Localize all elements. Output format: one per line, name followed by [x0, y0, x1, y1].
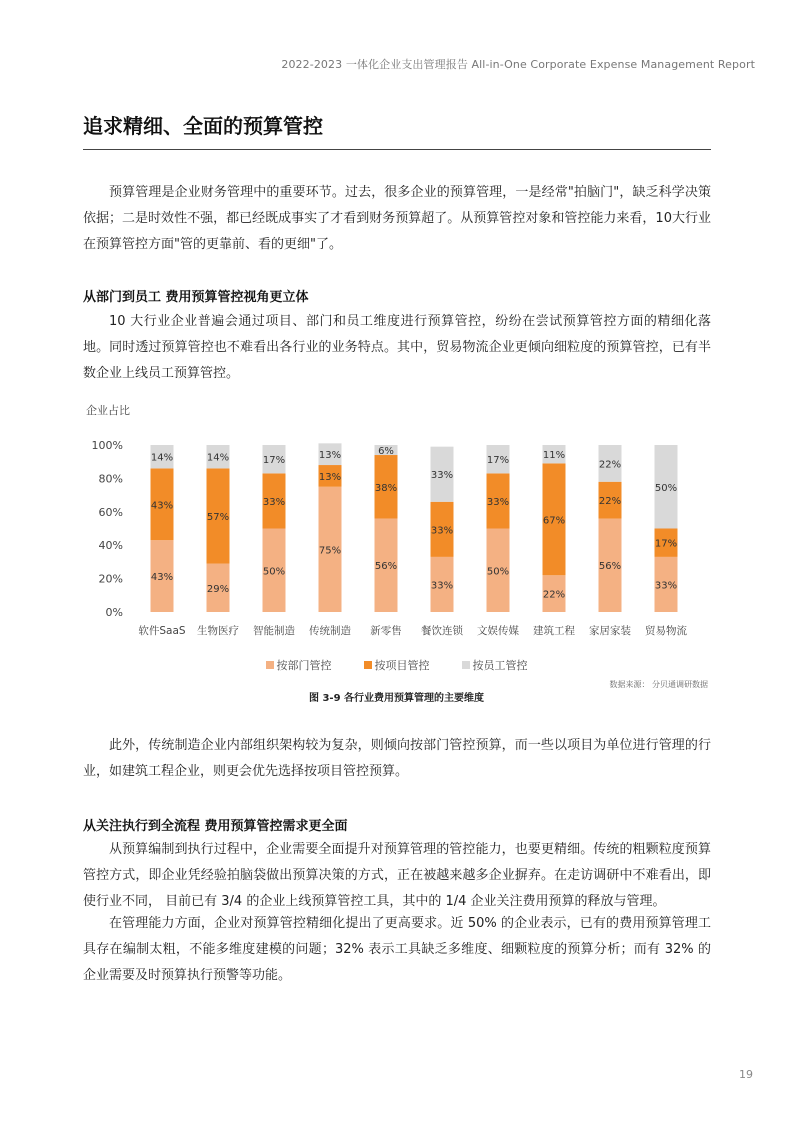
y-tick-label: 80% — [98, 472, 123, 486]
section2-paragraph-1: 从预算编制到执行过程中，企业需要全面提升对预算管理的管控能力，也要更精细。传统的粗颗粒度预算管控方式，即企业凭经验拍脑袋做出预算决策的方式，正在被越来越多企业摒弃。在走访调研中不难看出，即使行业不同， 目前已有 3/4 的企业上线预算管控工具，其中的 1/4 企业关注费用预算的释放与管理。 — [83, 842, 711, 909]
report-header: 2022-2023 一体化企业支出管理报告 All-in-One Corporate Expense Management Report — [281, 58, 755, 71]
y-tick-label: 60% — [98, 505, 123, 519]
chart-legend — [0, 657, 793, 673]
y-tick-label: 20% — [98, 572, 123, 586]
data-label: 13% — [318, 450, 342, 462]
data-label: 14% — [150, 452, 174, 464]
x-tick-label: 贸易物流 — [645, 625, 687, 637]
section1-paragraph-2: 此外，传统制造企业内部组织架构较为复杂，则倾向按部门管控预算，而一些以项目为单位进行管理的行业，如建筑工程企业，则更会优先选择按项目管控预算。 — [83, 738, 711, 779]
legend-swatch-department — [266, 661, 274, 669]
data-label: 43% — [150, 500, 174, 512]
data-label: 33% — [262, 496, 286, 508]
data-label: 6% — [378, 446, 394, 458]
data-label: 17% — [262, 455, 286, 467]
stacked-bar-chart — [83, 432, 711, 644]
data-label: 11% — [542, 450, 566, 462]
data-label: 22% — [598, 496, 622, 508]
x-tick-label: 生物医疗 — [197, 625, 239, 637]
legend-label-project: 按项目管控 — [374, 659, 430, 672]
data-label: 57% — [206, 511, 230, 523]
x-tick-label: 餐饮连锁 — [421, 625, 463, 637]
legend-swatch-project — [364, 661, 372, 669]
x-tick-label: 软件SaaS — [138, 625, 186, 637]
legend-item-project — [364, 657, 430, 673]
y-tick-label: 100% — [91, 439, 123, 452]
x-tick-label: 传统制造 — [309, 625, 351, 637]
page-title: 追求精细、全面的预算管控 — [83, 114, 323, 138]
data-label: 56% — [374, 561, 398, 573]
section1-heading: 从部门到员工 费用预算管控视角更立体 — [83, 290, 309, 305]
intro-paragraph: 预算管理是企业财务管理中的重要环节。过去，很多企业的预算管理，一是经常"拍脑门"，缺乏科学决策依据；二是时效性不强，都已经既成事实了才看到财务预算超了。从预算管控对象和管控能力来看，10大行业在预算管控方面"管的更靠前、看的更细"了。 — [83, 185, 711, 252]
x-tick-label: 文娱传媒 — [477, 625, 519, 637]
legend-label-department: 按部门管控 — [276, 659, 332, 672]
x-tick-label: 建筑工程 — [533, 625, 575, 637]
data-label: 33% — [430, 525, 454, 537]
data-label: 33% — [486, 496, 510, 508]
title-divider — [83, 149, 711, 150]
legend-item-employee — [462, 657, 528, 673]
data-label: 75% — [318, 545, 342, 557]
data-label: 22% — [598, 459, 622, 471]
data-label: 33% — [654, 580, 678, 592]
legend-label-employee: 按员工管控 — [472, 659, 528, 672]
data-label: 56% — [598, 561, 622, 573]
data-label: 38% — [374, 482, 398, 494]
chart-source: 数据来源： 分贝通调研数据 — [609, 680, 708, 689]
x-tick-label: 新零售 — [370, 625, 402, 637]
data-label: 50% — [262, 566, 286, 578]
data-label: 33% — [430, 580, 454, 592]
data-label: 67% — [542, 515, 566, 527]
data-label: 13% — [318, 471, 342, 483]
legend-swatch-employee — [462, 661, 470, 669]
data-label: 50% — [486, 566, 510, 578]
x-tick-label: 智能制造 — [253, 625, 295, 637]
data-label: 50% — [654, 482, 678, 494]
section2-heading: 从关注执行到全流程 费用预算管控需求更全面 — [83, 819, 348, 834]
section2-paragraph-2: 在管理能力方面，企业对预算管控精细化提出了更高要求。近 50% 的企业表示，已有的费用预算管理工具存在编制太粗，不能多维度建模的问题；32% 表示工具缺乏多维度、细颗粒度的预算分析；而有 32% 的企业需要及时预算执行预警等功能。 — [83, 916, 711, 983]
y-tick-label: 40% — [98, 539, 123, 553]
chart-caption: 图 3-9 各行业费用预算管理的主要维度 — [308, 693, 485, 704]
y-tick-label: 0% — [105, 606, 123, 619]
data-label: 29% — [206, 583, 230, 595]
data-label: 17% — [486, 455, 510, 467]
data-label: 33% — [430, 470, 454, 482]
data-label: 14% — [206, 452, 230, 464]
page-number: 19 — [739, 1068, 753, 1081]
data-label: 17% — [654, 538, 678, 550]
chart-y-axis-title: 企业占比 — [86, 404, 130, 417]
legend-item-department — [266, 657, 332, 673]
section1-paragraph: 10 大行业企业普遍会通过项目、部门和员工维度进行预算管控，纷纷在尝试预算管控方面的精细化落地。同时透过预算管控也不难看出各行业的业务特点。其中，贸易物流企业更倾向细粒度的预算管控，已有半数企业上线员工预算管控。 — [83, 314, 711, 381]
x-tick-label: 家居家装 — [589, 625, 631, 637]
data-label: 22% — [542, 589, 566, 601]
data-label: 43% — [150, 572, 174, 584]
